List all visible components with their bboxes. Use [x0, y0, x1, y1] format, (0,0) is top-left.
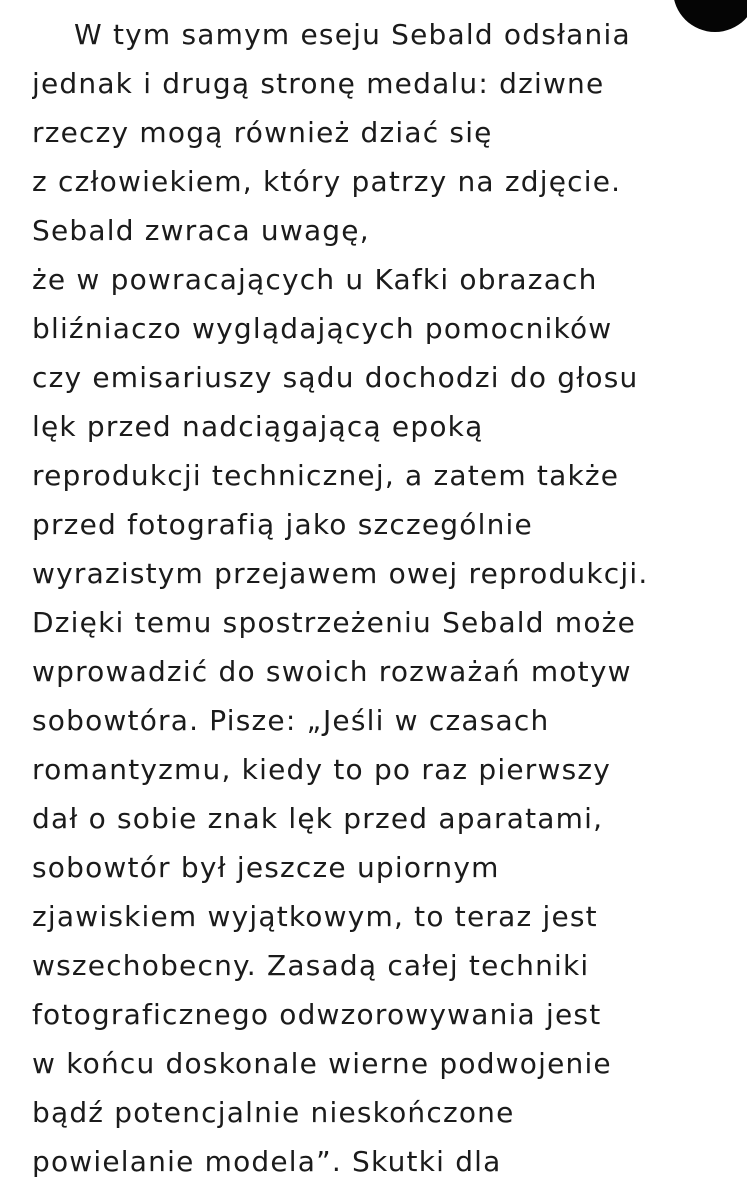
text-line-24: powielanie modela”. Skutki dla [32, 1145, 502, 1178]
text-line-5: Sebald zwraca uwagę, [32, 214, 370, 247]
text-line-16: romantyzmu, kiedy to po raz pierwszy [32, 753, 612, 786]
text-line-12: wyrazistym przejawem owej reprodukcji. [32, 557, 649, 590]
text-line-19: zjawiskiem wyjątkowym, to teraz jest [32, 900, 598, 933]
text-line-22: w końcu doskonale wierne podwojenie [32, 1047, 612, 1080]
text-line-3: rzeczy mogą również dziać się [32, 116, 493, 149]
text-line-4: z człowiekiem, który patrzy na zdjęcie. [32, 165, 622, 198]
text-line-6: że w powracających u Kafki obrazach [32, 263, 598, 296]
text-line-17: dał o sobie znak lęk przed aparatami, [32, 802, 604, 835]
text-line-7: bliźniaczo wyglądających pomocników [32, 312, 613, 345]
text-line-20: wszechobecny. Zasadą całej techniki [32, 949, 590, 982]
text-line-14: wprowadzić do swoich rozważań motyw [32, 655, 632, 688]
text-line-15: sobowtóra. Pisze: „Jeśli w czasach [32, 704, 550, 737]
text-line-9: lęk przed nadciągającą epoką [32, 410, 484, 443]
text-line-21: fotograficznego odwzorowywania jest [32, 998, 602, 1031]
article-text [32, 10, 722, 1186]
text-line-13: Dzięki temu spostrzeżeniu Sebald może [32, 606, 636, 639]
text-line-10: reprodukcji technicznej, a zatem także [32, 459, 620, 492]
text-line-11: przed fotografią jako szczególnie [32, 508, 533, 541]
text-line-8: czy emisariuszy sądu dochodzi do głosu [32, 361, 639, 394]
text-line-1: W tym samym eseju Sebald odsłania [74, 18, 631, 51]
text-line-18: sobowtór był jeszcze upiornym [32, 851, 500, 884]
text-line-2: jednak i drugą stronę medalu: dziwne [32, 67, 605, 100]
text-line-23: bądź potencjalnie nieskończone [32, 1096, 515, 1129]
